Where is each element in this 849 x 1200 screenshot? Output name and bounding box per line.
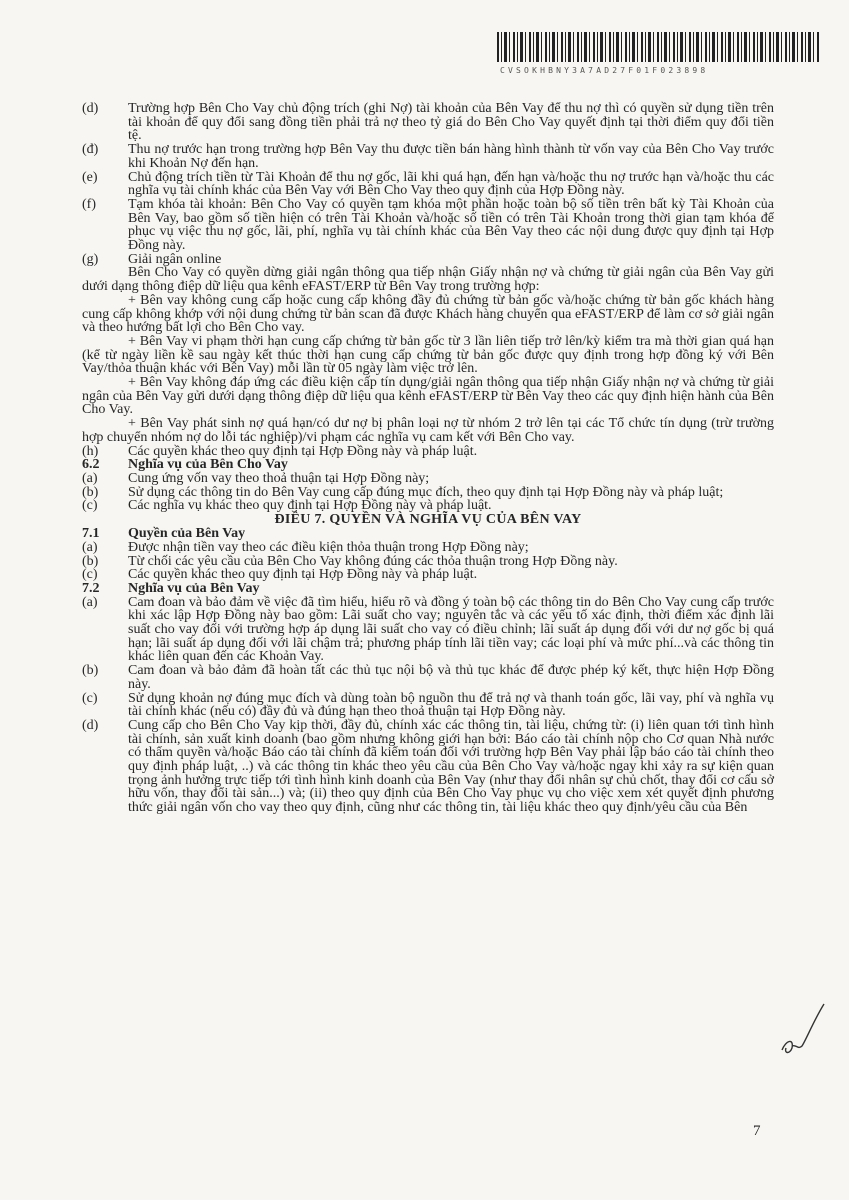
clause-label: 6.2 <box>82 457 100 473</box>
clause-text: Từ chối các yêu cầu của Bên Cho Vay không đúng các thỏa thuận trong Hợp Đồng này. <box>128 553 618 569</box>
clause-item <box>82 692 774 719</box>
clause-text: Sử dụng các thông tin do Bên Vay cung cấp đúng mục đích, theo quy định tại Hợp Đồng này và pháp luật; <box>128 484 724 500</box>
section-heading <box>82 582 774 596</box>
clause-label: 7.1 <box>82 526 100 542</box>
page-number: 7 <box>753 1123 761 1139</box>
clause-text: Các quyền khác theo quy định tại Hợp Đồng này và pháp luật. <box>128 443 478 459</box>
clause-label: (b) <box>82 663 99 679</box>
clause-label: (c) <box>82 567 98 583</box>
clause-text: Được nhận tiền vay theo các điều kiện thỏa thuận trong Hợp Đồng này; <box>128 539 529 555</box>
clause-label: (b) <box>82 553 99 569</box>
barcode-text: CVSOKHBNY3A7AD27F01F023898 <box>500 66 709 75</box>
clause-label: (d) <box>82 101 99 116</box>
clause-item <box>82 198 774 253</box>
paragraph: Bên Cho Vay có quyền dừng giải ngân thông qua tiếp nhận Giấy nhận nợ và chứng từ giải ngân của Bên Vay gửi dưới dạng thông điệp dữ liệu qua kênh eFAST/ERP từ Bên Vay trong trường hợp: <box>82 265 774 295</box>
clause-label: (b) <box>82 484 99 500</box>
clause-item <box>82 541 774 555</box>
paragraph: + Bên vay không cung cấp hoặc cung cấp không đầy đủ chứng từ bản gốc và/hoặc chứng từ bản gốc khách hàng cung cấp không khớp với nội dung chứng từ bản scan đã được Khách hàng chuyển qua eFAST/ERP để làm cơ sở giải ngân và theo hướng bất lợi cho Bên Cho vay. <box>82 292 774 336</box>
clause-text: Giải ngân online <box>128 251 222 267</box>
clause-item <box>82 596 774 665</box>
clause-label: (d) <box>82 717 99 733</box>
clause-item <box>82 664 774 691</box>
article-title: ĐIỀU 7. QUYỀN VÀ NGHĨA VỤ CỦA BÊN VAY <box>274 512 582 528</box>
clause-label: (a) <box>82 594 98 610</box>
clause-text: Cung ứng vốn vay theo thoả thuận tại Hợp Đồng này; <box>128 470 430 486</box>
clause-text: Các quyền khác theo quy định tại Hợp Đồng này và pháp luật. <box>128 567 478 583</box>
clause-item <box>82 171 774 198</box>
clause-item <box>82 472 774 486</box>
clause-label: (c) <box>82 690 98 706</box>
clause-text: Sử dụng khoản nợ đúng mục đích và dùng toàn bộ nguồn thu để trả nợ và thanh toán gốc, lãi vay, phí và nghĩa vụ tài chính khác (nếu có) đầy đủ và đúng hạn theo thoả thuận tại Hợp Đồng này. <box>128 690 774 720</box>
clause-item <box>82 445 774 459</box>
clause-item <box>82 568 774 582</box>
clause-label: (h) <box>82 443 99 459</box>
clause-text: Các nghĩa vụ khác theo quy định tại Hợp Đồng này và pháp luật. <box>128 498 492 514</box>
clause-label: (đ) <box>82 142 99 158</box>
clause-text: Chủ động trích tiền từ Tài Khoản để thu nợ gốc, lãi khi quá hạn, đến hạn và/hoặc thu nợ trước hạn và/hoặc thu các nghĩa vụ tài chính khác của Bên Vay với Bên Cho Vay theo quy định của Hợp Đồng này. <box>128 169 774 199</box>
clause-text: Nghĩa vụ của Bên Vay <box>128 580 260 596</box>
clause-item <box>82 719 774 815</box>
clause-label: (e) <box>82 169 98 185</box>
clause-item <box>82 143 774 170</box>
clause-label: 7.2 <box>82 580 100 596</box>
clause-text: Cam đoan và bảo đảm đã hoàn tất các thủ tục nội bộ và thủ tục khác để được phép ký kết, thực hiện Hợp Đồng này. <box>128 663 774 692</box>
clause-text: Nghĩa vụ của Bên Cho Vay <box>128 457 288 473</box>
clause-text: Cung cấp cho Bên Cho Vay kịp thời, đầy đủ, chính xác các thông tin, tài liệu, chứng từ: (i) liên quan tới tình hình tài chính, sản xuất kinh doanh (bao gồm nhưng không giới hạn bởi: Báo cáo tài chính nộp cho Cơ quan Nhà nước có thẩm quyền và/hoặc Báo cáo tài chính đã kiểm toán đối với trường hợp Bên Vay phải lập báo cáo tài chính theo quy định pháp luật, ..) và các thông tin khác theo yêu cầu của Bên Cho Vay và/hoặc ngay khi xảy ra sự kiện quan trọng ảnh hưởng trực tiếp tới tình hình kinh doanh của Bên Vay (như thay đổi nhân sự chủ chốt, thay đổi cơ cấu sở hữu vốn, thay đổi tài sản...) và; (ii) theo quy định của Bên Cho Vay phục vụ cho việc xem xét quyết định phương thức giải ngân vốn cho vay theo quy định, cũng như các thông tin, tài liệu khác theo quy định/yêu cầu của Bên <box>128 717 774 816</box>
clause-label: (a) <box>82 470 98 486</box>
clause-item <box>82 102 774 143</box>
clause-item <box>82 253 774 267</box>
document-body <box>82 102 774 815</box>
section-heading <box>82 527 774 541</box>
clause-item <box>82 486 774 500</box>
clause-item <box>82 555 774 569</box>
barcode <box>497 32 819 62</box>
paragraph: + Bên Vay phát sinh nợ quá hạn/có dư nợ bị phân loại nợ từ nhóm 2 trở lên tại các Tổ chức tín dụng (trừ trường hợp chuyển nhóm nợ do lỗi tác nghiệp)/vi phạm các nghĩa vụ cam kết với Bên Cho vay. <box>82 416 774 445</box>
signature-mark <box>778 1000 828 1060</box>
clause-label: (f) <box>82 196 96 212</box>
clause-label: (c) <box>82 498 98 514</box>
clause-label: (g) <box>82 251 99 267</box>
clause-label: (a) <box>82 539 98 555</box>
clause-text: Thu nợ trước hạn trong trường hợp Bên Vay thu được tiền bán hàng hình thành từ vốn vay của Bên Cho Vay trước khi Khoản Nợ đến hạn. <box>128 142 774 171</box>
clause-text: Quyền của Bên Vay <box>128 526 246 542</box>
paragraph: + Bên Vay vi phạm thời hạn cung cấp chứng từ bản gốc từ 3 lần liên tiếp trở lên/kỳ kiểm tra mà thời gian quá hạn (kể từ ngày liền kề sau ngày kết thúc thời hạn cung cấp chứng từ bản gốc được quy định trong hợp đồng ký với Bên Vay/thỏa thuận khác với Bên Vay) mỗi lần từ 05 ngày làm việc trở lên. <box>82 333 774 377</box>
paragraph: + Bên Vay không đáp ứng các điều kiện cấp tín dụng/giải ngân thông qua tiếp nhận Giấy nhận nợ và chứng từ giải ngân của Bên Vay gửi dưới dạng thông điệp dữ liệu qua kênh eFAST/ERP từ Bên Vay theo các quy định hiện hành của Bên Cho Vay. <box>82 375 774 418</box>
clause-text: Cam đoan và bảo đảm về việc đã tìm hiểu, hiểu rõ và đồng ý toàn bộ các thông tin do Bên Cho Vay cung cấp trước khi xác lập Hợp Đồng này bao gồm: Lãi suất cho vay; nguyên tắc và các yếu tố xác định, thời điểm xác định lãi suất cho vay đối với trường hợp áp dụng lãi suất cho vay có điều chỉnh; lãi suất áp dụng đối với dư nợ gốc bị quá hạn; lãi suất áp dụng đối với lãi chậm trả; phương pháp tính lãi tiền vay; các loại phí và mức phí...và các thông tin khác liên quan đến các Khoản Vay. <box>128 594 774 665</box>
clause-text: Trường hợp Bên Cho Vay chủ động trích (ghi Nợ) tài khoản của Bên Vay để thu nợ thì có quyền sử dụng tiền trên tài khoản để quy đổi sang đồng tiền phải trả nợ theo tỷ giá do Bên Cho Vay quyết định tại thời điểm quy đổi tiền tệ. <box>128 101 774 144</box>
section-heading <box>82 458 774 472</box>
clause-text: Tạm khóa tài khoản: Bên Cho Vay có quyền tạm khóa một phần hoặc toàn bộ số tiền trên bất kỳ Tài Khoản của Bên Vay, bao gồm số tiền hiện có trên Tài Khoản và/hoặc số tiền có trên Tài Khoản trong thời gian tạm khóa để phục vụ việc thu nợ gốc, lãi, phí, nghĩa vụ tài chính khác của Bên Vay theo các nội dung được quy định tại Hợp Đồng này. <box>128 196 774 254</box>
